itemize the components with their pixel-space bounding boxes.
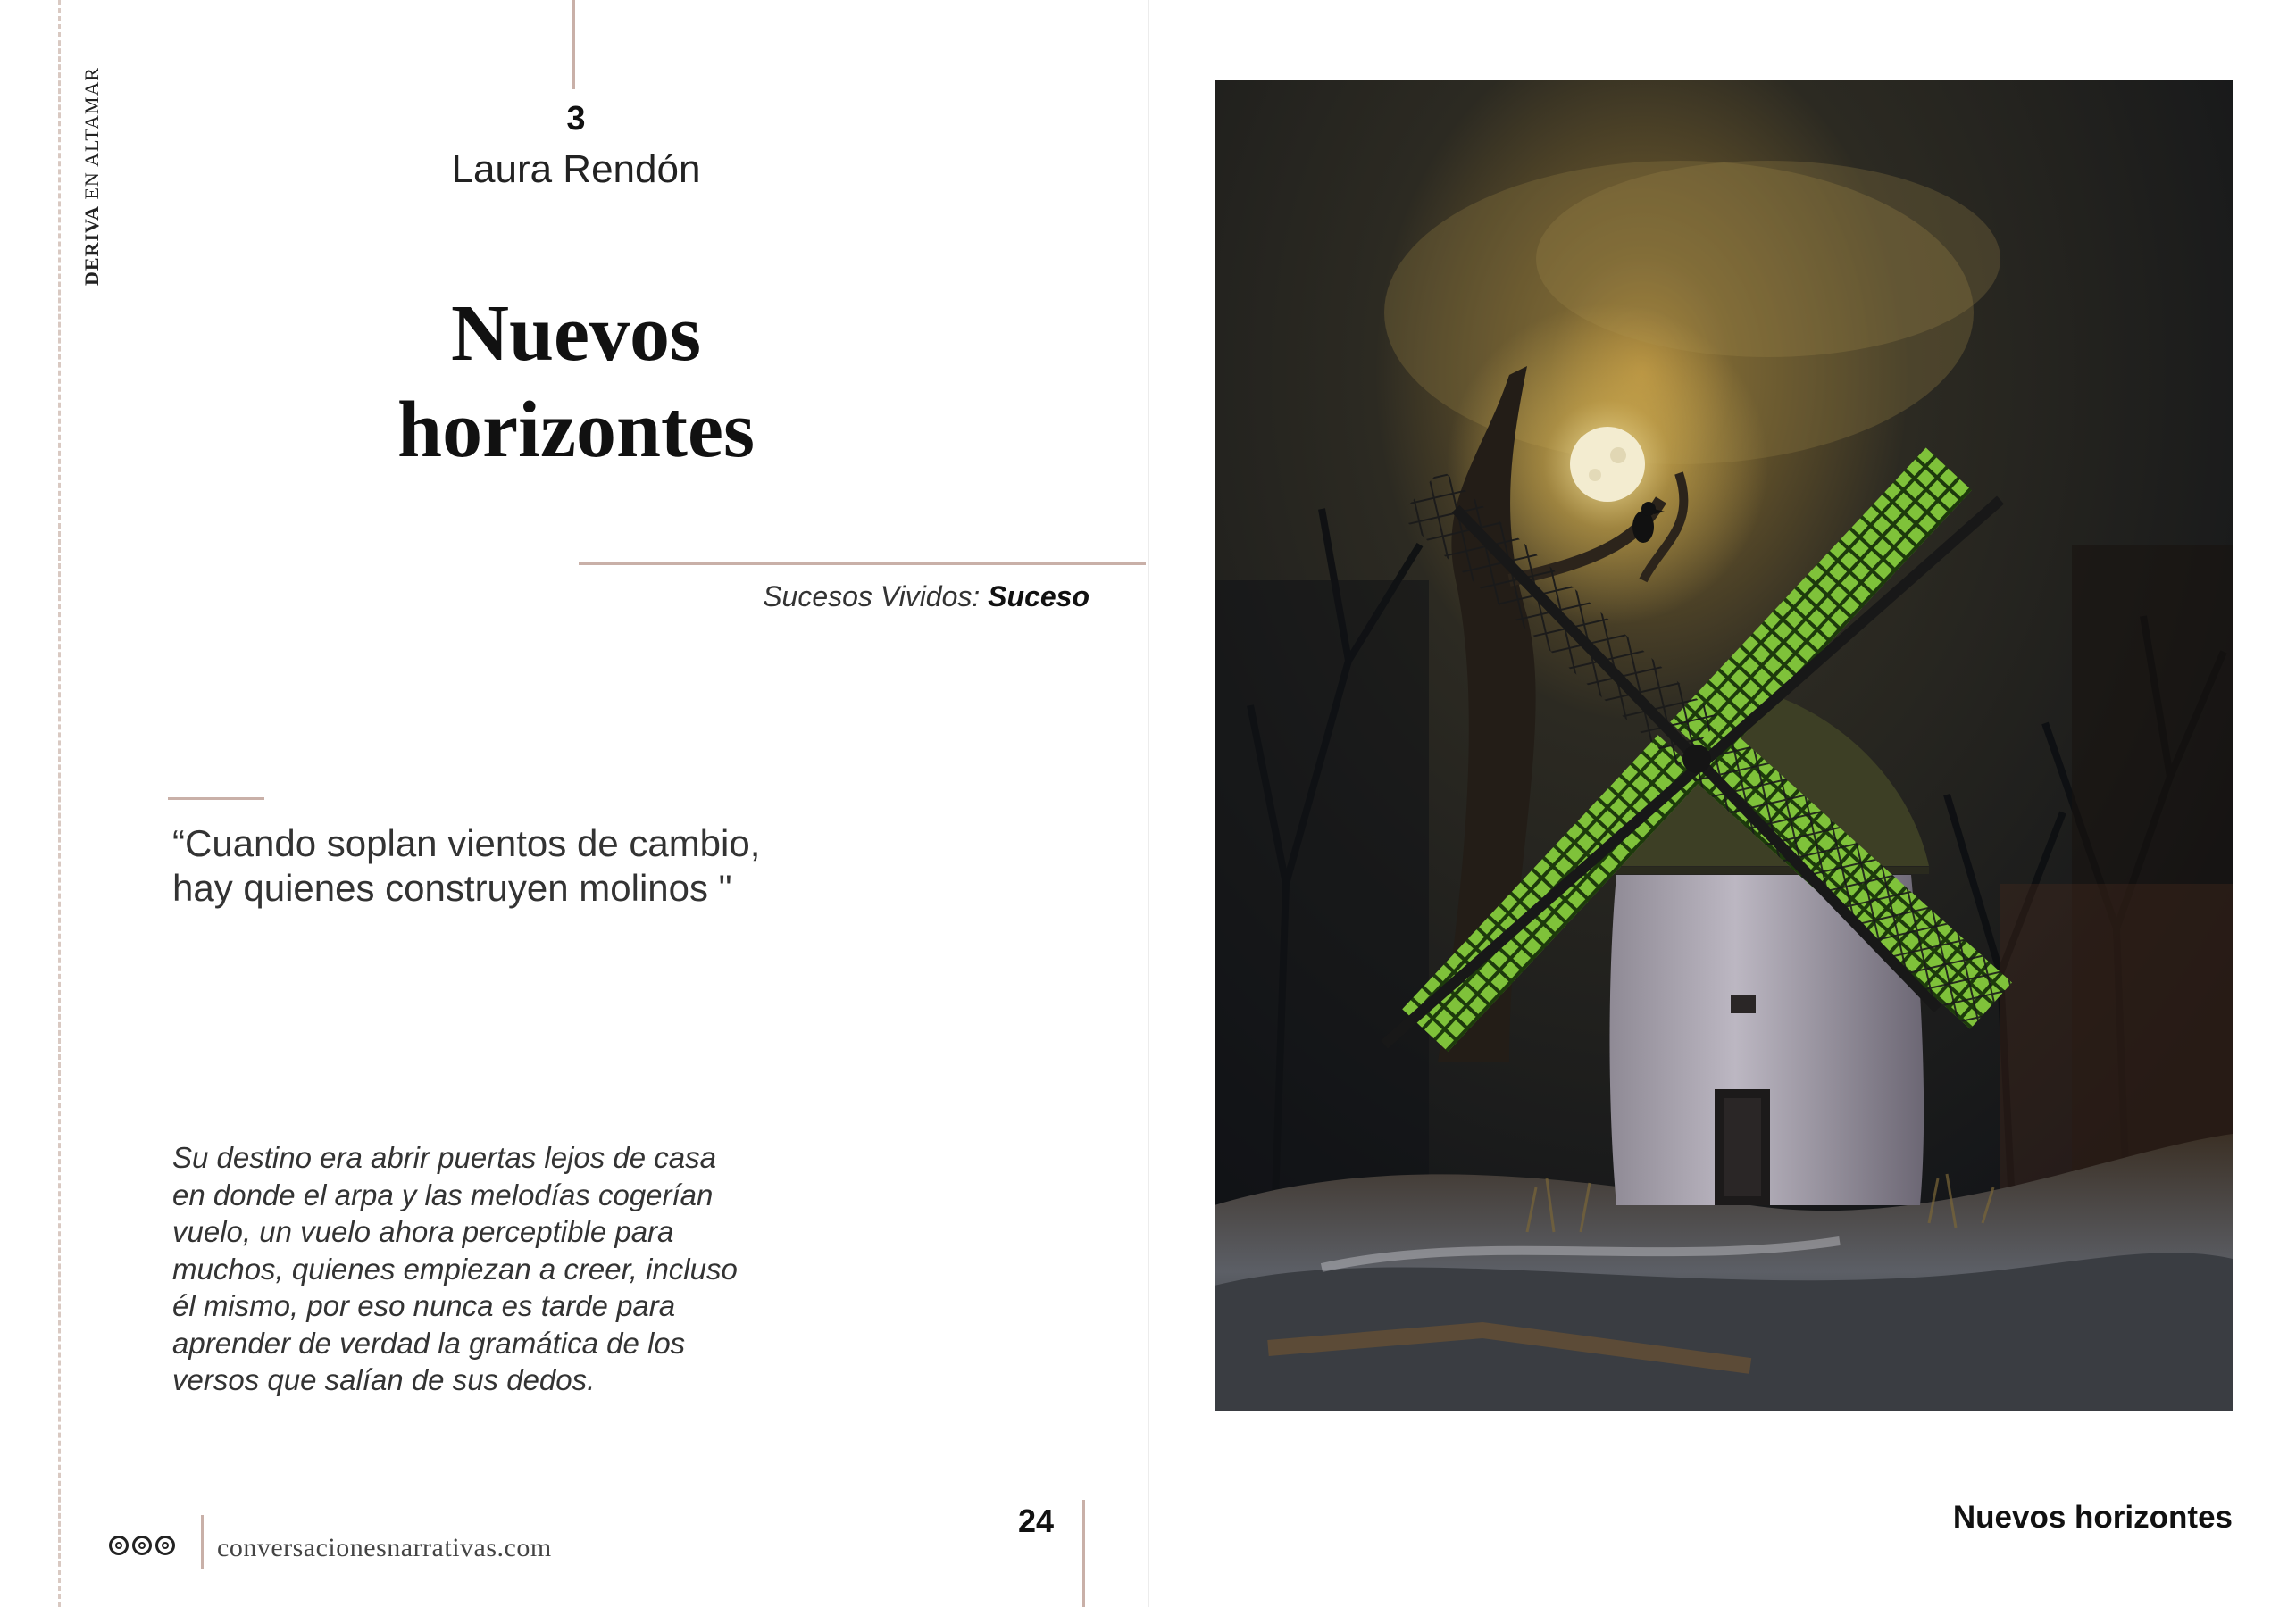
footer-divider [201, 1515, 204, 1569]
section-value: Suceso [988, 580, 1090, 612]
running-head-rest: EN ALTAMAR [80, 66, 103, 206]
body-line: vuelo, un vuelo ahora perceptible para [172, 1215, 674, 1248]
title-line-2: horizontes [397, 386, 755, 474]
windmill-illustration [1215, 80, 2233, 1411]
section-rule [579, 562, 1146, 565]
running-head-bold: DERIVA [80, 205, 103, 286]
body-line: muchos, quienes empiezan a creer, incluso [172, 1252, 738, 1286]
page-gutter [1148, 0, 1149, 1607]
running-head [80, 67, 104, 286]
publisher-logo-icon [109, 1536, 175, 1555]
body-line: en donde el arpa y las melodías cogerían [172, 1178, 714, 1211]
footer-title: Nuevos horizontes [1952, 1500, 2233, 1535]
body-line: Su destino era abrir puertas lejos de casa [172, 1141, 717, 1174]
pull-quote: “Cuando soplan vientos de cambio, hay quienes construyen molinos " [172, 822, 761, 909]
quote-rule [168, 797, 264, 800]
top-vertical-rule [572, 0, 575, 89]
title-line-1: Nuevos [450, 289, 702, 378]
body-line: aprender de verdad la gramática de los [172, 1326, 686, 1360]
author-name: Laura Rendón [451, 147, 701, 191]
page-number-rule [1082, 1500, 1085, 1607]
spine-dashed-line [58, 0, 61, 1607]
body-line: él mismo, por eso nunca es tarde para [172, 1289, 676, 1322]
section-label [625, 580, 1090, 613]
page-title [295, 286, 857, 479]
section-label-text: Sucesos Vividos: [763, 580, 989, 612]
site-link[interactable]: conversacionesnarrativas.com [217, 1533, 552, 1562]
body-text [172, 1139, 744, 1399]
article-number: 3 [566, 100, 586, 137]
body-line: versos que salían de sus dedos. [172, 1363, 596, 1396]
page-number: 24 [1017, 1503, 1054, 1539]
